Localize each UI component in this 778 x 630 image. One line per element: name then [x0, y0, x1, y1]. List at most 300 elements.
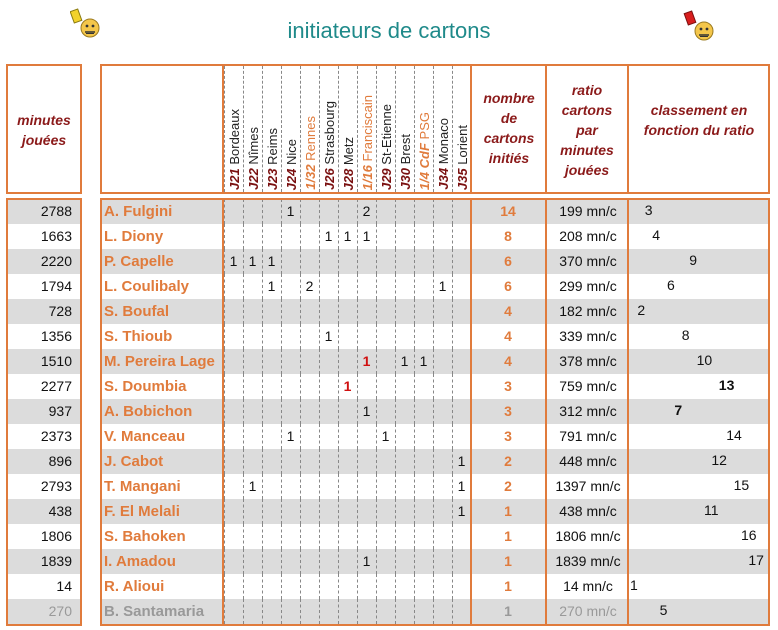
player-cells	[100, 424, 770, 449]
player-name: L. Diony	[104, 228, 164, 245]
match-cell-divider	[452, 524, 453, 549]
card-count: 1	[248, 253, 257, 269]
match-label	[359, 95, 376, 190]
card-count: 1	[267, 278, 276, 294]
match-cell-divider	[281, 474, 282, 499]
match-cell-divider	[338, 249, 339, 274]
minutes-per-card: 182 mn/c	[559, 303, 617, 319]
match-cell-divider	[338, 574, 339, 599]
minutes-per-card: 791 mn/c	[559, 428, 617, 444]
match-cell-divider	[414, 274, 415, 299]
match-cell-divider	[243, 449, 244, 474]
match-label	[302, 116, 319, 190]
ratio-rank: 7	[674, 402, 683, 418]
match-place: Monaco	[436, 118, 451, 165]
table-row	[6, 549, 770, 574]
match-cell-divider	[338, 424, 339, 449]
ratio-rank: 3	[644, 202, 653, 218]
minutes-played: 728	[6, 299, 82, 324]
card-count: 1	[362, 403, 371, 419]
minutes-per-card: 1839 mn/c	[555, 553, 621, 569]
match-cell-divider	[243, 349, 244, 374]
card-count: 1	[362, 228, 371, 244]
match-cell-divider	[376, 199, 377, 224]
match-label	[378, 104, 395, 190]
player-cells	[100, 299, 770, 324]
match-cell-divider	[338, 349, 339, 374]
ratio-rank: 16	[741, 527, 757, 543]
card-count: 1	[343, 378, 352, 394]
match-cell-divider	[338, 449, 339, 474]
table-row	[6, 424, 770, 449]
match-cell-divider	[452, 349, 453, 374]
match-cell-divider	[262, 599, 263, 624]
match-cell-divider	[376, 574, 377, 599]
minutes-played: 438	[6, 499, 82, 524]
card-count: 1	[248, 478, 257, 494]
match-cell-divider	[376, 224, 377, 249]
player-name: F. El Melali	[104, 503, 180, 520]
player-cells	[100, 324, 770, 349]
match-cell-divider	[300, 224, 301, 249]
player-name: S. Bahoken	[104, 528, 186, 545]
ratio-rank: 5	[659, 602, 668, 618]
match-code: 1/16	[360, 164, 375, 190]
player-cells	[100, 399, 770, 424]
match-cell-divider	[376, 524, 377, 549]
match-place: Metz	[341, 136, 356, 165]
table-row	[6, 274, 770, 299]
match-cell-divider	[395, 199, 396, 224]
ratio-rank: 17	[748, 552, 764, 568]
match-cell-divider	[281, 274, 282, 299]
cards-total: 6	[504, 278, 512, 294]
match-cell-divider	[414, 199, 415, 224]
match-cell-divider	[414, 549, 415, 574]
ratio-rank: 11	[704, 502, 719, 518]
cards-total: 8	[504, 228, 512, 244]
player-cells	[100, 274, 770, 299]
match-cell-divider	[338, 274, 339, 299]
card-count: 1	[286, 203, 295, 219]
match-cell-divider	[243, 274, 244, 299]
match-cell-divider	[224, 399, 225, 424]
player-name: S. Boufal	[104, 303, 170, 320]
player-name: V. Manceau	[104, 428, 186, 445]
player-cells	[100, 374, 770, 399]
card-count: 1	[457, 503, 466, 519]
match-cell-divider	[319, 249, 320, 274]
match-cell-divider	[414, 499, 415, 524]
card-count: 1	[400, 353, 409, 369]
match-cell-divider	[357, 424, 358, 449]
match-cell-divider	[243, 299, 244, 324]
match-column-header	[224, 66, 243, 192]
match-cell-divider	[376, 349, 377, 374]
match-cell-divider	[338, 599, 339, 624]
match-label	[283, 139, 300, 190]
match-cell-divider	[357, 324, 358, 349]
match-place: Strasbourg	[322, 101, 337, 165]
body-divider	[470, 198, 472, 626]
minutes-per-card: 448 mn/c	[559, 453, 617, 469]
match-label	[340, 137, 357, 191]
cards-total: 3	[504, 403, 512, 419]
match-cell-divider	[319, 574, 320, 599]
match-cell-divider	[452, 224, 453, 249]
match-cell-divider	[319, 524, 320, 549]
cards-total: 4	[504, 328, 512, 344]
match-cell-divider	[433, 524, 434, 549]
match-cell-divider	[414, 249, 415, 274]
match-cell-divider	[452, 324, 453, 349]
match-cell-divider	[300, 524, 301, 549]
match-cell-divider	[262, 449, 263, 474]
player-name: A. Fulgini	[104, 203, 173, 220]
minutes-header-label: minutes jouées	[17, 112, 71, 148]
match-cell-divider	[357, 249, 358, 274]
match-cell-divider	[395, 424, 396, 449]
match-cell-divider	[395, 474, 396, 499]
match-place: Franciscain	[360, 94, 375, 162]
player-cells	[100, 549, 770, 574]
match-cell-divider	[281, 524, 282, 549]
player-name: S. Thioub	[104, 328, 173, 345]
table-row	[6, 349, 770, 374]
minutes-played: 1663	[40, 228, 72, 244]
card-count: 1	[343, 228, 352, 244]
match-cell-divider	[262, 424, 263, 449]
card-count: 1	[229, 253, 238, 269]
player-cells	[100, 574, 770, 599]
player-cells	[100, 524, 770, 549]
match-cell-divider	[357, 499, 358, 524]
match-cell-divider	[243, 399, 244, 424]
match-cell-divider	[414, 324, 415, 349]
page-title: initiateurs de cartons	[287, 18, 491, 43]
cards-total: 1	[504, 553, 512, 569]
minutes-played: 270	[6, 599, 82, 624]
player-name: I. Amadou	[104, 553, 176, 570]
match-column-header	[338, 66, 357, 192]
match-cell-divider	[243, 599, 244, 624]
table-row	[6, 599, 770, 624]
match-cell-divider	[319, 449, 320, 474]
match-label	[435, 118, 452, 190]
match-cell-divider	[433, 549, 434, 574]
match-cell-divider	[224, 524, 225, 549]
match-cell-divider	[281, 324, 282, 349]
match-column-header	[300, 66, 319, 192]
match-cell-divider	[300, 374, 301, 399]
match-cell-divider	[338, 399, 339, 424]
minutes-per-card: 1397 mn/c	[555, 478, 621, 494]
match-cell-divider	[300, 324, 301, 349]
body-divider	[545, 198, 547, 626]
match-cell-divider	[300, 449, 301, 474]
match-cell-divider	[452, 374, 453, 399]
match-cell-divider	[433, 599, 434, 624]
match-cell-divider	[281, 299, 282, 324]
match-column-header	[414, 66, 433, 192]
match-cell-divider	[224, 374, 225, 399]
match-cell-divider	[395, 399, 396, 424]
cards-total: 3	[504, 428, 512, 444]
minutes-per-card: 14 mn/c	[563, 578, 613, 594]
match-cell-divider	[376, 499, 377, 524]
minutes-per-card: 759 mn/c	[559, 378, 617, 394]
match-cell-divider	[224, 199, 225, 224]
match-cell-divider	[319, 424, 320, 449]
table-row	[6, 524, 770, 549]
match-cell-divider	[452, 249, 453, 274]
match-cell-divider	[433, 474, 434, 499]
match-cell-divider	[319, 549, 320, 574]
match-cell-divider	[262, 549, 263, 574]
match-cell-divider	[376, 274, 377, 299]
match-cell-divider	[319, 474, 320, 499]
table-row	[6, 374, 770, 399]
cards-total: 2	[504, 453, 512, 469]
match-place: Rennes	[303, 116, 318, 162]
match-cell-divider	[262, 524, 263, 549]
match-cell-divider	[376, 399, 377, 424]
match-code: 1/4 CdF	[417, 143, 432, 190]
match-cell-divider	[262, 299, 263, 324]
cards-table-body	[6, 199, 770, 625]
match-place: Nice	[284, 138, 299, 165]
match-cell-divider	[433, 424, 434, 449]
match-label	[397, 134, 414, 190]
match-place: PSG	[417, 111, 432, 140]
player-cells	[100, 349, 770, 374]
card-count: 1	[286, 428, 295, 444]
ratio-rank: 8	[681, 327, 690, 343]
match-label	[264, 128, 281, 190]
match-place: St-Etienne	[379, 103, 394, 165]
minutes-played: 14	[56, 578, 72, 594]
match-cell-divider	[395, 599, 396, 624]
match-column-header	[433, 66, 452, 192]
match-cell-divider	[319, 199, 320, 224]
table-row	[6, 474, 770, 499]
match-cell-divider	[338, 324, 339, 349]
card-count: 1	[267, 253, 276, 269]
player-name: J. Cabot	[104, 453, 164, 470]
match-code: J24	[284, 168, 299, 190]
match-code: J30	[398, 168, 413, 190]
cards-total: 1	[504, 503, 512, 519]
match-code: J35	[455, 168, 470, 190]
match-cell-divider	[281, 574, 282, 599]
match-cell-divider	[452, 274, 453, 299]
match-cell-divider	[433, 299, 434, 324]
match-cell-divider	[433, 224, 434, 249]
match-cell-divider	[357, 524, 358, 549]
match-cell-divider	[357, 474, 358, 499]
player-name: R. Alioui	[104, 578, 165, 595]
match-cell-divider	[395, 374, 396, 399]
table-row	[6, 324, 770, 349]
ratio-rank: 12	[711, 452, 727, 468]
match-code: J23	[265, 168, 280, 190]
match-cell-divider	[300, 499, 301, 524]
match-code: J34	[436, 168, 451, 190]
match-label	[416, 112, 433, 190]
match-cell-divider	[395, 449, 396, 474]
ratio-header-label: ratio cartons par minutes jouées	[560, 82, 614, 178]
match-cell-divider	[338, 199, 339, 224]
match-cell-divider	[281, 549, 282, 574]
match-cell-divider	[319, 274, 320, 299]
match-cell-divider	[414, 474, 415, 499]
match-cell-divider	[281, 249, 282, 274]
match-cell-divider	[319, 399, 320, 424]
match-cell-divider	[300, 474, 301, 499]
match-cell-divider	[357, 599, 358, 624]
match-cell-divider	[338, 549, 339, 574]
match-cell-divider	[243, 224, 244, 249]
match-cell-divider	[224, 499, 225, 524]
match-cell-divider	[433, 349, 434, 374]
match-cell-divider	[300, 424, 301, 449]
match-column-header	[262, 66, 281, 192]
card-count: 1	[457, 478, 466, 494]
minutes-per-card: 208 mn/c	[559, 228, 617, 244]
match-cell-divider	[243, 374, 244, 399]
cards-total: 14	[500, 203, 516, 219]
match-cell-divider	[300, 399, 301, 424]
match-cell-divider	[262, 399, 263, 424]
match-cell-divider	[395, 574, 396, 599]
match-cell-divider	[395, 549, 396, 574]
match-cell-divider	[262, 574, 263, 599]
match-cell-divider	[357, 274, 358, 299]
match-cell-divider	[243, 199, 244, 224]
match-cell-divider	[224, 574, 225, 599]
total-header-label: nombre de cartons initiés	[483, 90, 535, 166]
match-cell-divider	[452, 299, 453, 324]
minutes-played: 2788	[6, 199, 82, 224]
match-cell-divider	[300, 549, 301, 574]
player-name: L. Coulibaly	[104, 278, 190, 295]
table-row	[6, 224, 770, 249]
match-place: Reims	[265, 127, 280, 165]
match-cell-divider	[224, 474, 225, 499]
match-cell-divider	[376, 374, 377, 399]
match-cell-divider	[281, 499, 282, 524]
match-place: Lorient	[455, 124, 470, 165]
match-cell-divider	[338, 499, 339, 524]
match-cell-divider	[224, 424, 225, 449]
match-cell-divider	[243, 549, 244, 574]
match-cell-divider	[376, 549, 377, 574]
match-cell-divider	[414, 374, 415, 399]
player-cells	[100, 249, 770, 274]
match-cell-divider	[338, 524, 339, 549]
match-cell-divider	[395, 499, 396, 524]
minutes-per-card: 199 mn/c	[559, 203, 617, 219]
minutes-per-card: 1806 mn/c	[555, 528, 621, 544]
match-label	[454, 125, 471, 190]
match-cell-divider	[262, 224, 263, 249]
match-cell-divider	[395, 324, 396, 349]
minutes-played: 1806	[40, 528, 72, 544]
card-count: 1	[438, 278, 447, 294]
match-column-header	[357, 66, 376, 192]
table-row	[6, 499, 770, 524]
match-cell-divider	[300, 299, 301, 324]
match-cell-divider	[281, 449, 282, 474]
table-row	[6, 299, 770, 324]
match-cell-divider	[243, 499, 244, 524]
minutes-played: 1794	[40, 278, 72, 294]
match-cell-divider	[224, 324, 225, 349]
match-cell-divider	[395, 524, 396, 549]
match-cell-divider	[433, 574, 434, 599]
player-cells	[100, 449, 770, 474]
match-cell-divider	[224, 449, 225, 474]
match-cell-divider	[414, 524, 415, 549]
player-cells	[100, 224, 770, 249]
card-count: 2	[305, 278, 314, 294]
match-cell-divider	[357, 574, 358, 599]
minutes-played: 1839	[6, 549, 82, 574]
match-cell-divider	[376, 249, 377, 274]
match-cell-divider	[319, 299, 320, 324]
match-cell-divider	[376, 449, 377, 474]
player-name: A. Bobichon	[104, 403, 193, 420]
match-cell-divider	[281, 599, 282, 624]
match-cell-divider	[414, 599, 415, 624]
match-cell-divider	[262, 349, 263, 374]
match-column-header	[281, 66, 300, 192]
minutes-per-card: 438 mn/c	[559, 503, 617, 519]
ratio-rank: 2	[637, 302, 646, 318]
match-column-header	[376, 66, 395, 192]
minutes-per-card: 299 mn/c	[559, 278, 617, 294]
match-cell-divider	[414, 449, 415, 474]
match-cell-divider	[395, 249, 396, 274]
cards-total: 6	[504, 253, 512, 269]
minutes-played: 2220	[6, 249, 82, 274]
match-cell-divider	[281, 399, 282, 424]
body-divider	[627, 198, 629, 626]
table-row	[6, 574, 770, 599]
match-cell-divider	[224, 599, 225, 624]
rank-header-label: classement en fonction du ratio	[643, 102, 755, 138]
match-cell-divider	[452, 549, 453, 574]
player-cells	[100, 599, 770, 624]
minutes-played: 937	[6, 399, 82, 424]
match-cell-divider	[243, 424, 244, 449]
card-count: 1	[381, 428, 390, 444]
match-place: Bordeaux	[227, 109, 242, 165]
cards-total: 1	[504, 603, 512, 619]
match-cell-divider	[452, 599, 453, 624]
match-cell-divider	[243, 324, 244, 349]
card-count: 1	[362, 353, 371, 369]
match-cell-divider	[262, 324, 263, 349]
minutes-played: 2277	[40, 378, 72, 394]
match-cell-divider	[300, 199, 301, 224]
match-cell-divider	[414, 224, 415, 249]
match-cell-divider	[452, 574, 453, 599]
match-cell-divider	[224, 274, 225, 299]
player-name: T. Mangani	[104, 478, 181, 495]
match-code: J29	[379, 168, 394, 190]
table-row	[6, 449, 770, 474]
